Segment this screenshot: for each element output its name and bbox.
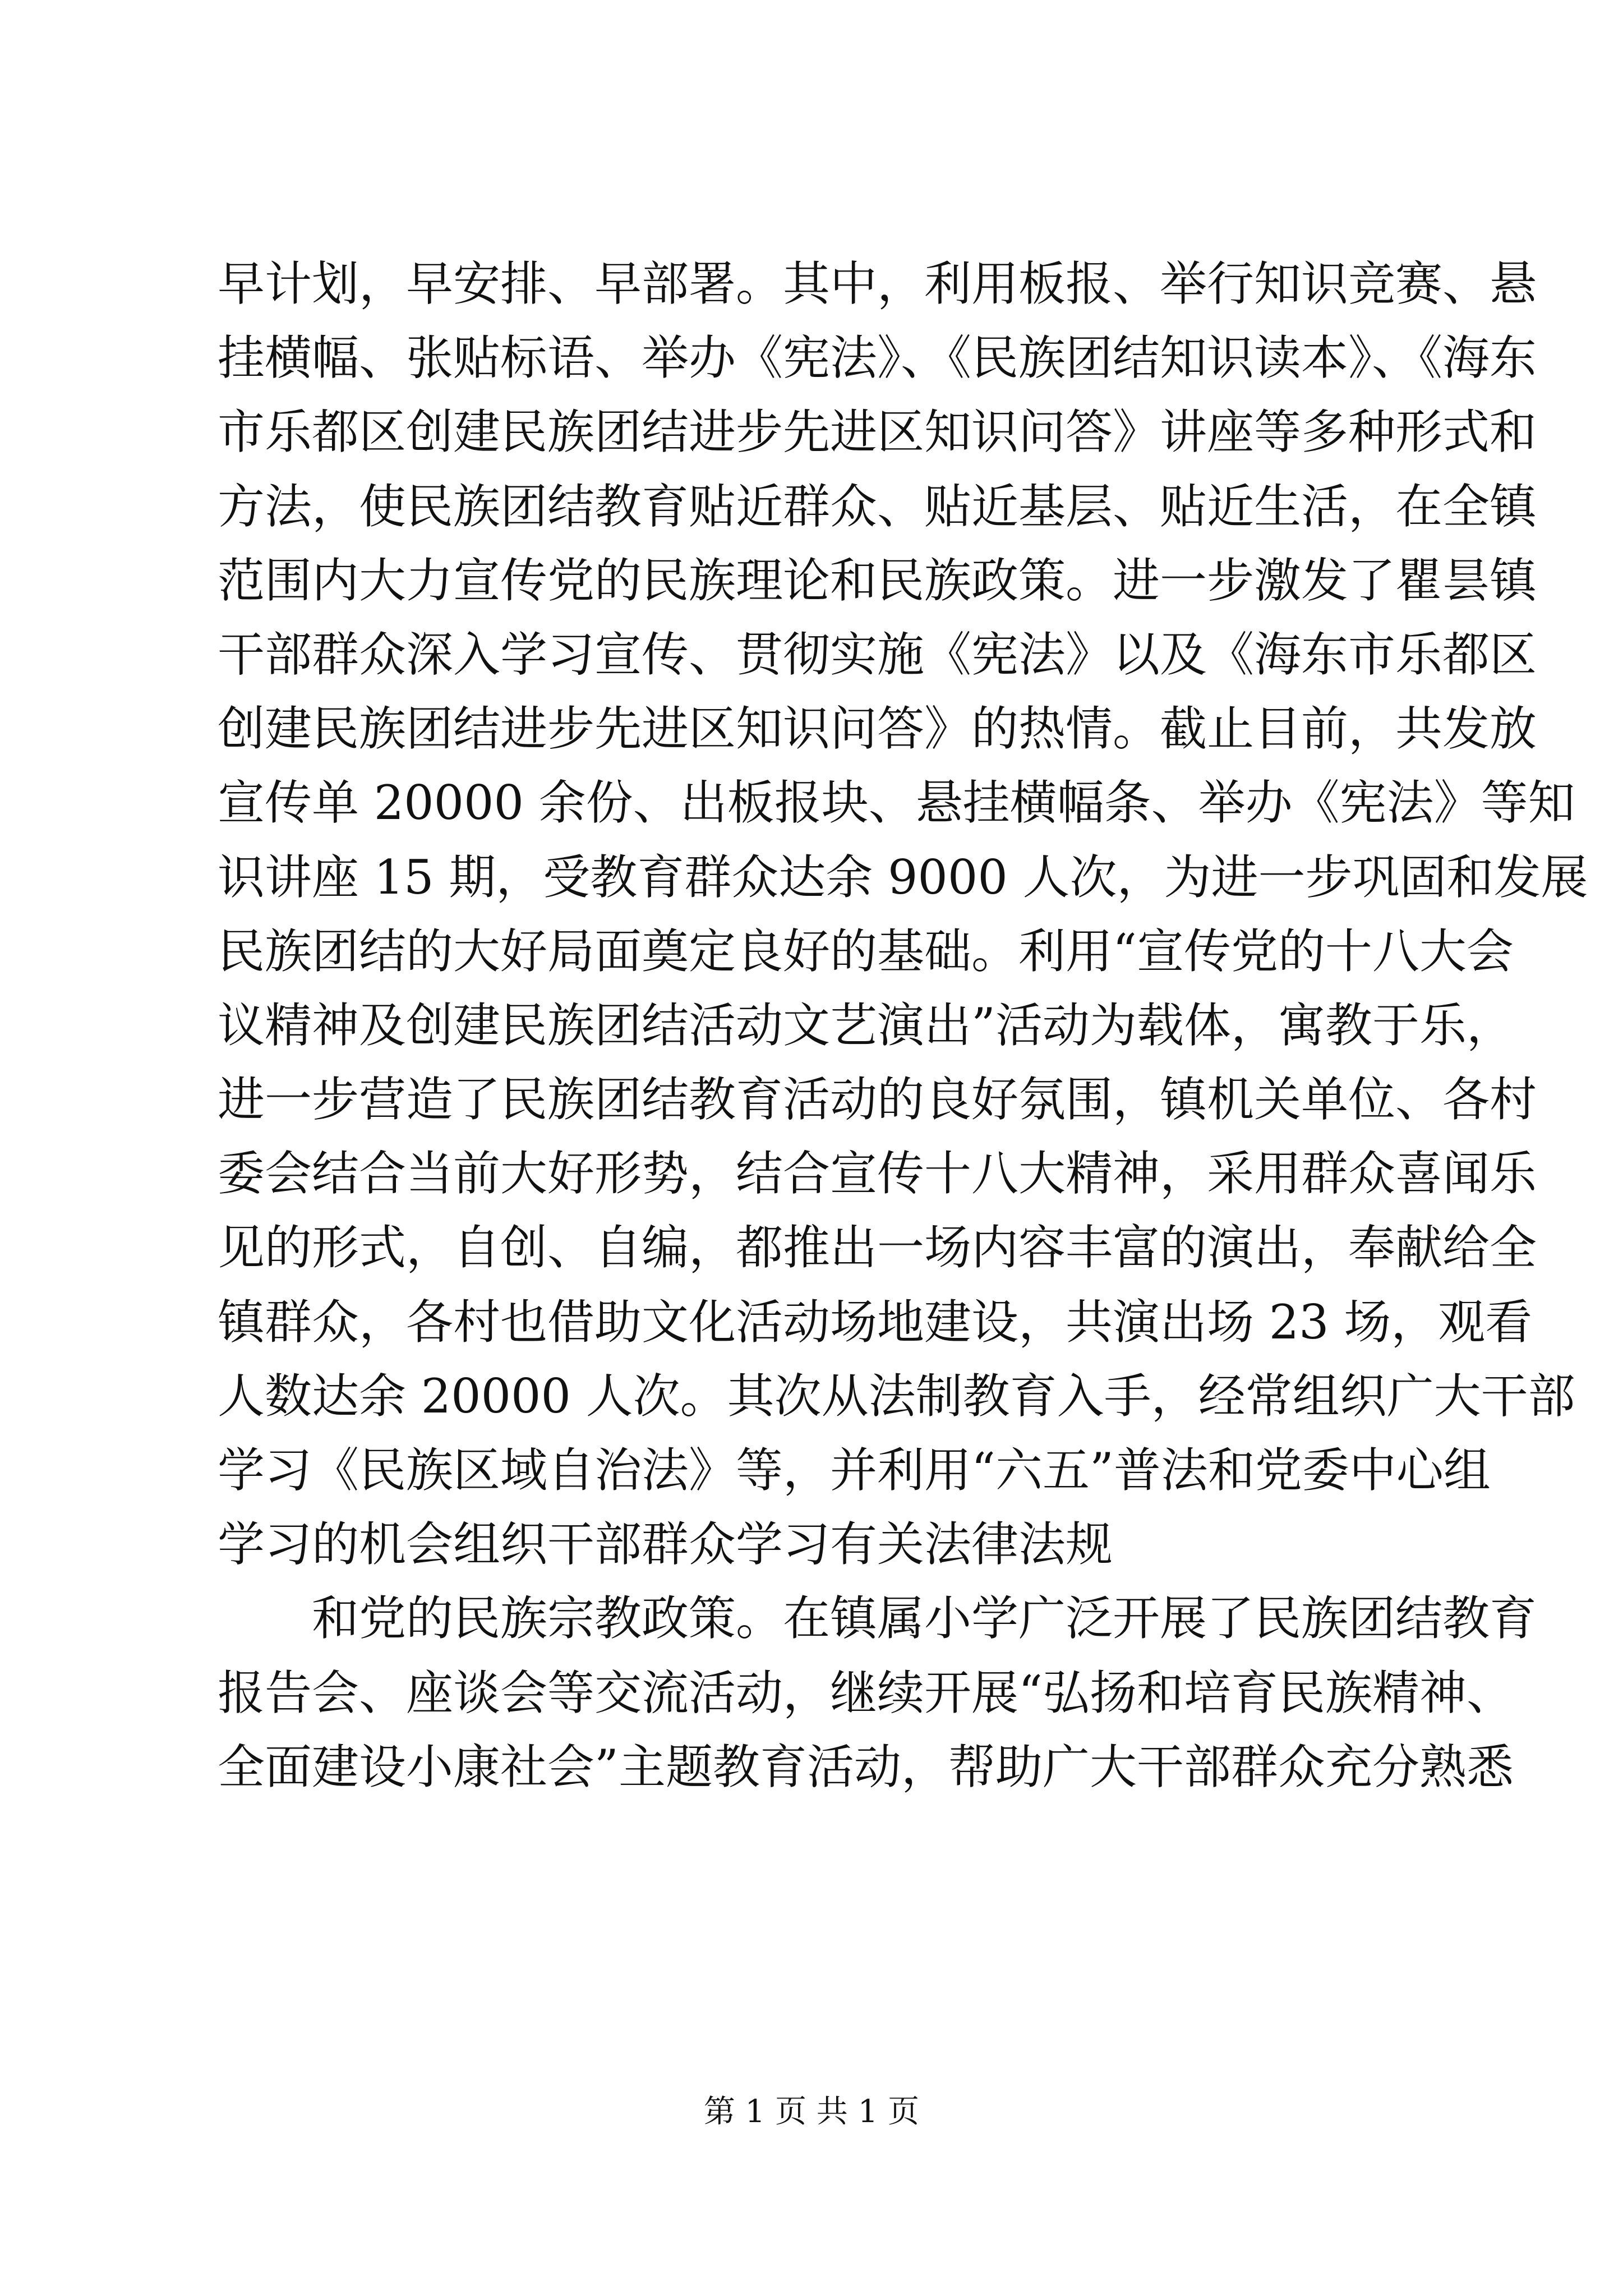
text-line: 报告会、座谈会等交流活动，继续开展“弘扬和培育民族精神、 bbox=[218, 1665, 1514, 1720]
text-line: 进一步营造了民族团结教育活动的良好氛围，镇机关单位、各村 bbox=[218, 1072, 1537, 1128]
text-line: 宣传单 20000 余份、出板报块、悬挂横幅条、举办《宪法》等知 bbox=[218, 775, 1575, 831]
text-line: 挂横幅、张贴标语、举办《宪法》、《民族团结知识读本》、《海东 bbox=[218, 330, 1537, 386]
text-line: 人数达余 20000 人次。其次从法制教育入手，经常组织广大干部 bbox=[218, 1368, 1575, 1424]
text-line: 民族团结的大好局面奠定良好的基础。利用“宣传党的十八大会 bbox=[218, 923, 1514, 979]
text-line: 方法，使民族团结教育贴近群众、贴近基层、贴近生活，在全镇 bbox=[218, 478, 1537, 534]
text-line: 镇群众，各村也借助文化活动场地建设，共演出场 23 场，观看 bbox=[218, 1294, 1533, 1350]
text-line: 创建民族团结进步先进区知识问答》的热情。截止目前，共发放 bbox=[218, 701, 1537, 757]
text-line: 议精神及创建民族团结活动文艺演出”活动为载体，寓教于乐， bbox=[218, 997, 1514, 1053]
text-line: 学习的机会组织干部群众学习有关法律法规 bbox=[218, 1517, 1113, 1572]
text-line: 全面建设小康社会”主题教育活动，帮助广大干部群众充分熟悉 bbox=[218, 1739, 1514, 1795]
page-number: 第 1 页 共 1 页 bbox=[703, 2093, 920, 2130]
text-line: 见的形式，自创、自编，都推出一场内容丰富的演出，奉献给全 bbox=[218, 1220, 1537, 1276]
text-line: 范围内大力宣传党的民族理论和民族政策。进一步激发了瞿昙镇 bbox=[218, 553, 1537, 608]
text-line: 和党的民族宗教政策。在镇属小学广泛开展了民族团结教育 bbox=[312, 1591, 1537, 1646]
text-line: 委会结合当前大好形势，结合宣传十八大精神，采用群众喜闻乐 bbox=[218, 1146, 1537, 1202]
text-line: 识讲座 15 期，受教育群众达余 9000 人次，为进一步巩固和发展 bbox=[218, 849, 1588, 905]
body-text bbox=[218, 247, 1588, 1804]
text-line: 早计划，早安排、早部署。其中，利用板报、举行知识竞赛、悬 bbox=[218, 256, 1537, 311]
page-footer bbox=[0, 2087, 1623, 2132]
text-line: 干部群众深入学习宣传、贯彻实施《宪法》以及《海东市乐都区 bbox=[218, 627, 1537, 682]
text-line: 学习《民族区域自治法》等，并利用“六五”普法和党委中心组 bbox=[218, 1443, 1491, 1498]
text-line: 市乐都区创建民族团结进步先进区知识问答》讲座等多种形式和 bbox=[218, 404, 1537, 460]
